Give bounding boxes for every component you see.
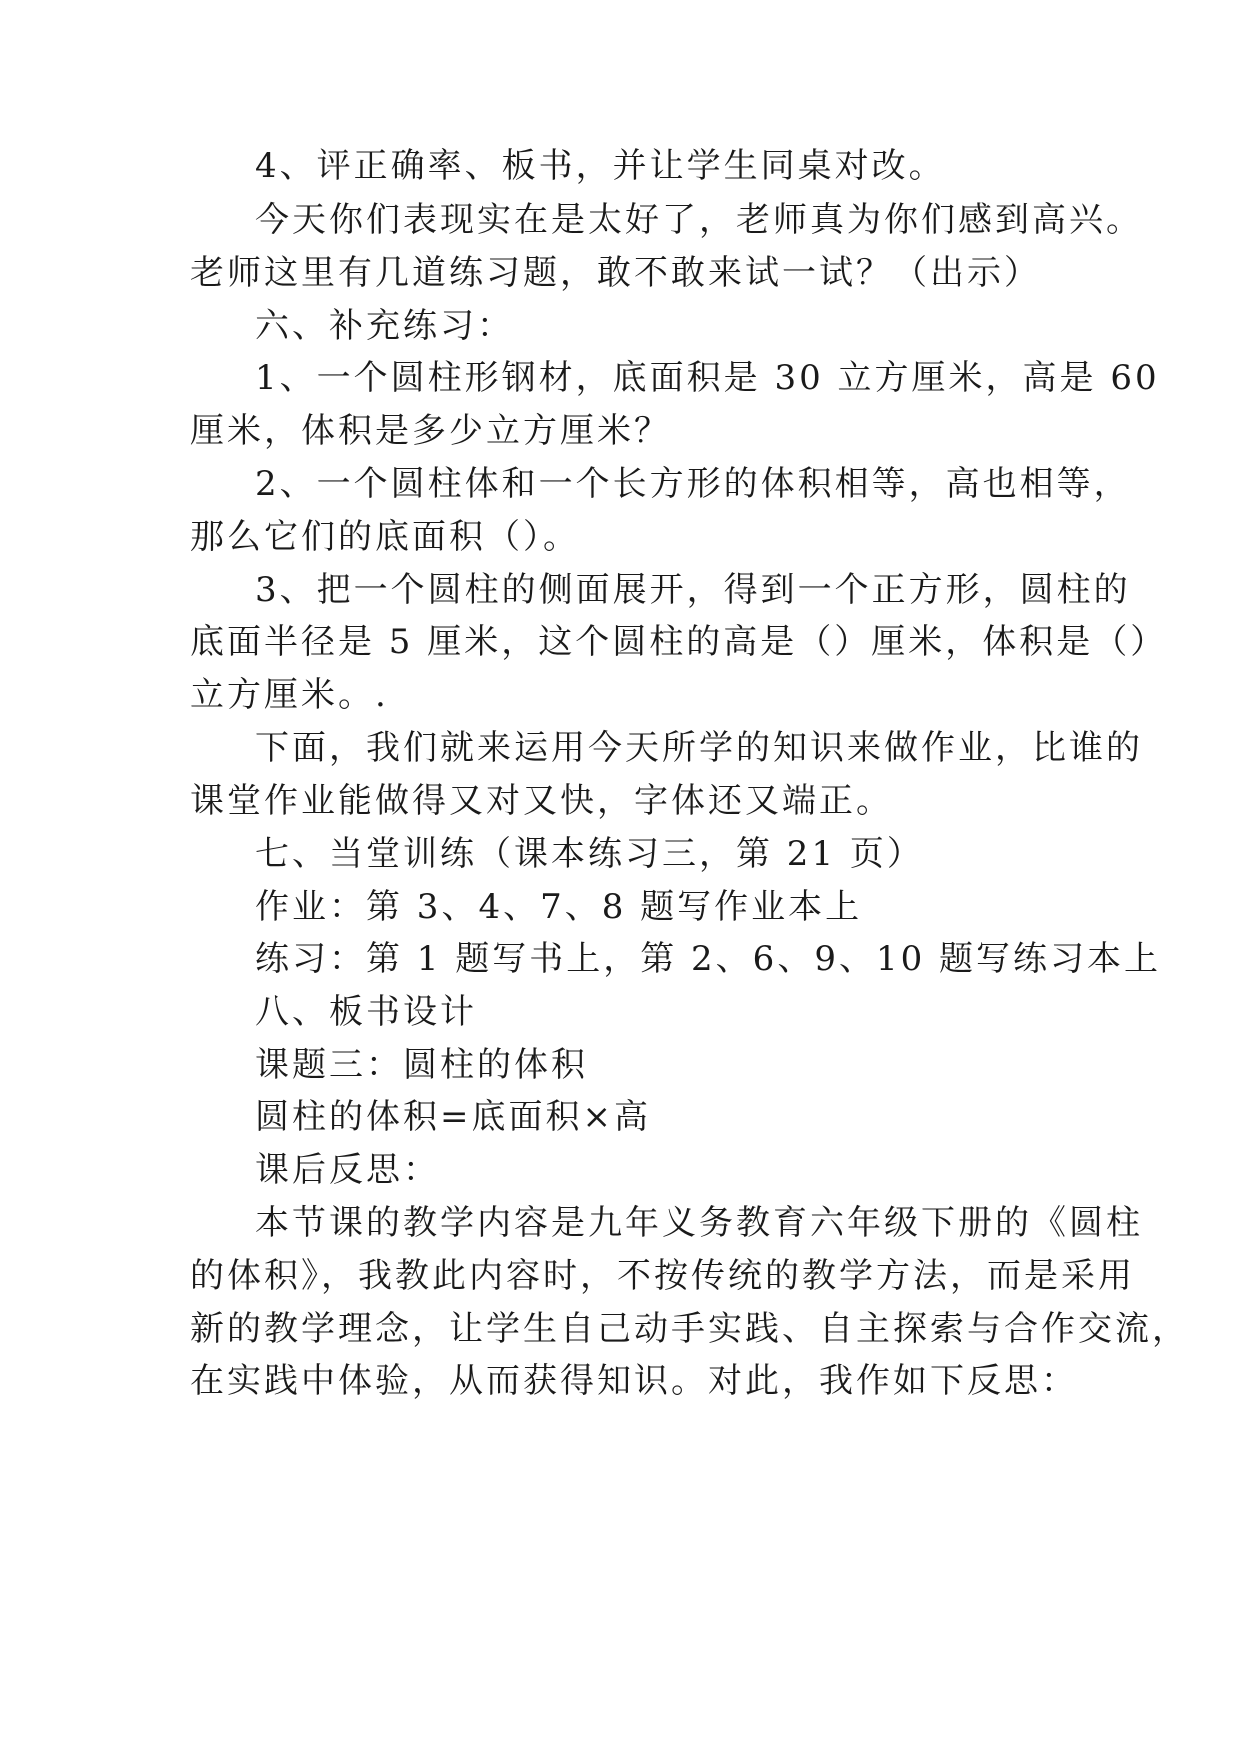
- paragraph-line: 1、一个圆柱形钢材，底面积是 30 立方厘米，高是 60: [255, 358, 1160, 398]
- section-heading: 八、板书设计: [255, 992, 477, 1032]
- paragraph-line: 4、评正确率、板书，并让学生同桌对改。: [255, 146, 946, 186]
- section-heading: 课后反思：: [255, 1150, 440, 1190]
- paragraph-line: 本节课的教学内容是九年义务教育六年级下册的《圆柱: [255, 1203, 1143, 1243]
- paragraph-line: 圆柱的体积=底面积×高: [255, 1097, 651, 1137]
- paragraph-line: 下面，我们就来运用今天所学的知识来做作业，比谁的: [255, 728, 1143, 768]
- paragraph-line: 练习：第 1 题写书上，第 2、6、9、10 题写练习本上: [255, 939, 1162, 979]
- paragraph-line: 今天你们表现实在是太好了，老师真为你们感到高兴。: [255, 200, 1143, 240]
- paragraph-line: 新的教学理念，让学生自己动手实践、自主探索与合作交流，: [190, 1309, 1189, 1349]
- paragraph-line: 课堂作业能做得又对又快，字体还又端正。: [190, 781, 893, 821]
- paragraph-line: 底面半径是 5 厘米，这个圆柱的高是（）厘米，体积是（）: [190, 622, 1168, 662]
- paragraph-line: 的体积》，我教此内容时，不按传统的教学方法，而是采用: [190, 1256, 1135, 1296]
- paragraph-line: 作业：第 3、4、7、8 题写作业本上: [255, 887, 863, 927]
- paragraph-line: 在实践中体验，从而获得知识。对此，我作如下反思：: [190, 1361, 1078, 1401]
- paragraph-line: 那么它们的底面积（）。: [190, 517, 580, 557]
- paragraph-line: 厘米，体积是多少立方厘米？: [190, 411, 671, 451]
- section-heading: 六、补充练习：: [255, 306, 514, 346]
- paragraph-line: 课题三：圆柱的体积: [255, 1045, 588, 1085]
- paragraph-line: 2、一个圆柱体和一个长方形的体积相等，高也相等，: [255, 464, 1131, 504]
- paragraph-line: 立方厘米。.: [190, 675, 389, 715]
- paragraph-line: 老师这里有几道练习题，敢不敢来试一试？（出示）: [190, 253, 1041, 293]
- section-heading: 七、当堂训练（课本练习三，第 21 页）: [255, 834, 924, 874]
- paragraph-line: 3、把一个圆柱的侧面展开，得到一个正方形，圆柱的: [255, 570, 1131, 610]
